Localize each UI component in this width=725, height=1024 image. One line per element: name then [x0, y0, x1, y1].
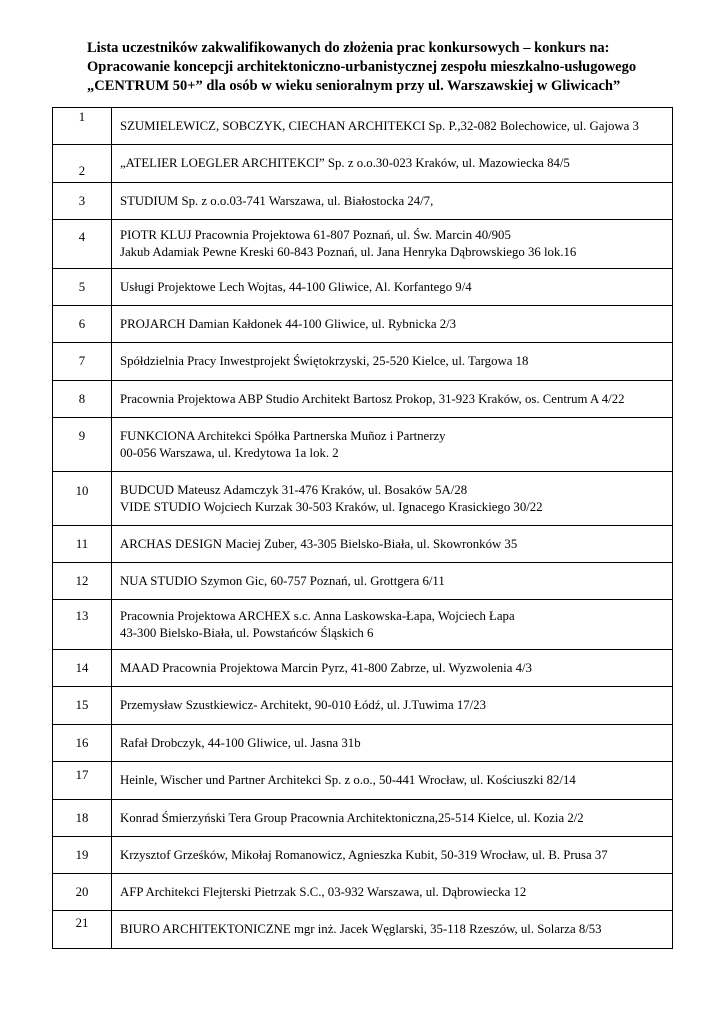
row-number [53, 762, 112, 800]
participant-details-line: VIDE STUDIO Wojciech Kurzak 30-503 Kraków, ul. Ignacego Krasickiego 30/22 [120, 499, 543, 514]
table-row [53, 800, 673, 837]
row-number-text: 16 [75, 735, 89, 750]
participant-details-line: PIOTR KLUJ Pracownia Projektowa 61-807 Poznań, ul. Św. Marcin 40/905 [120, 228, 511, 242]
table-row [53, 762, 673, 800]
participant-details [112, 650, 673, 687]
row-number [53, 874, 112, 911]
participant-details-line: „ATELIER LOEGLER ARCHITEKCI” Sp. z o.o.30-023 Kraków, ul. Mazowiecka 84/5 [120, 156, 570, 170]
row-number-text: 3 [78, 193, 86, 208]
participant-details [112, 563, 673, 600]
table-row [53, 563, 673, 600]
row-number-text: 9 [78, 429, 86, 443]
row-number [53, 418, 112, 472]
title-line-3: „CENTRUM 50+” dla osób w wieku senioralnym przy ul. Warszawskiej w Gliwicach” [87, 78, 621, 94]
row-number [53, 108, 112, 145]
participant-details [112, 837, 673, 874]
participant-details-line: ARCHAS DESIGN Maciej Zuber, 43-305 Bielsko-Biała, ul. Skowronków 35 [120, 536, 518, 551]
title-line-1: Lista uczestników zakwalifikowanych do złożenia prac konkursowych – konkurs na: [87, 40, 610, 56]
table-row [53, 650, 673, 687]
row-number [53, 837, 112, 874]
participant-details [112, 269, 673, 306]
table-row [53, 381, 673, 418]
title-line-2: Opracowanie koncepcji architektoniczno-urbanistycznej zespołu mieszkalno-usługowego [87, 59, 637, 75]
table-row [53, 220, 673, 269]
row-number-text: 19 [75, 847, 89, 862]
participant-details [112, 687, 673, 725]
row-number [53, 563, 112, 600]
participant-details-line: Heinle, Wischer und Partner Architekci Sp. z o.o., 50-441 Wrocław, ul. Kościuszki 82/14 [120, 773, 576, 787]
participant-details-line: Jakub Adamiak Pewne Kreski 60-843 Poznań, ul. Jana Henryka Dąbrowskiego 36 lok.16 [120, 245, 577, 259]
participants-table [52, 107, 673, 949]
participant-details [112, 911, 673, 949]
participant-details-line: STUDIUM Sp. z o.o.03-741 Warszawa, ul. Białostocka 24/7, [120, 193, 434, 208]
row-number-text: 11 [75, 536, 89, 551]
table-row [53, 874, 673, 911]
participant-details [112, 725, 673, 762]
table-row [53, 526, 673, 563]
row-number [53, 911, 112, 949]
participant-details-line: 43-300 Bielsko-Biała, ul. Powstańców Śląskich 6 [120, 625, 374, 640]
row-number-text: 2 [78, 164, 86, 178]
table-row [53, 600, 673, 650]
table-row [53, 343, 673, 381]
table-row [53, 418, 673, 472]
participant-details-line: NUA STUDIO Szymon Gic, 60-757 Poznań, ul. Grottgera 6/11 [120, 573, 445, 588]
row-number-text: 12 [75, 573, 89, 588]
participant-details-line: FUNKCIONA Architekci Spółka Partnerska Muñoz i Partnerzy [120, 428, 446, 443]
row-number-text: 10 [75, 484, 89, 498]
participant-details-line: Rafał Drobczyk, 44-100 Gliwice, ul. Jasna 31b [120, 735, 361, 750]
participant-details [112, 108, 673, 145]
row-number-text: 21 [75, 916, 89, 930]
table-row [53, 183, 673, 220]
row-number-text: 20 [75, 884, 89, 899]
participant-details [112, 183, 673, 220]
participant-details [112, 526, 673, 563]
row-number-text: 15 [75, 698, 89, 712]
row-number [53, 472, 112, 526]
participant-details-line: 00-056 Warszawa, ul. Kredytowa 1a lok. 2 [120, 445, 339, 460]
row-number [53, 725, 112, 762]
participant-details [112, 343, 673, 381]
row-number [53, 381, 112, 418]
participant-details-line: Spółdzielnia Pracy Inwestprojekt Świętokrzyski, 25-520 Kielce, ul. Targowa 18 [120, 354, 529, 368]
participant-details-line: Krzysztof Grześków, Mikołaj Romanowicz, Agnieszka Kubit, 50-319 Wrocław, ul. B. Prusa 37 [120, 847, 608, 862]
row-number-text: 14 [75, 660, 89, 675]
row-number [53, 687, 112, 725]
row-number [53, 650, 112, 687]
row-number-text: 6 [78, 316, 86, 331]
participant-details-line: Usługi Projektowe Lech Wojtas, 44-100 Gliwice, Al. Korfantego 9/4 [120, 279, 472, 294]
participant-details [112, 762, 673, 800]
participant-details-line: Pracownia Projektowa ABP Studio Architekt Bartosz Prokop, 31-923 Kraków, os. Centrum A 4/22 [120, 391, 625, 406]
row-number [53, 145, 112, 183]
participant-details [112, 600, 673, 650]
table-row [53, 687, 673, 725]
row-number-text: 13 [75, 609, 89, 623]
table-row [53, 472, 673, 526]
participant-details-line: Przemysław Szustkiewicz- Architekt, 90-010 Łódź, ul. J.Tuwima 17/23 [120, 698, 486, 712]
table-row [53, 837, 673, 874]
page-title [87, 39, 687, 96]
participant-details-line: PROJARCH Damian Kałdonek 44-100 Gliwice, ul. Rybnicka 2/3 [120, 316, 457, 331]
participant-details [112, 145, 673, 183]
participant-details-line: MAAD Pracownia Projektowa Marcin Pyrz, 41-800 Zabrze, ul. Wyzwolenia 4/3 [120, 660, 532, 675]
participant-details-line: BIURO ARCHITEKTONICZNE mgr inż. Jacek Węglarski, 35-118 Rzeszów, ul. Solarza 8/53 [120, 922, 602, 936]
row-number-text: 5 [78, 279, 86, 294]
participant-details [112, 418, 673, 472]
row-number [53, 269, 112, 306]
row-number-text: 18 [75, 810, 89, 825]
participant-details [112, 381, 673, 418]
table-row [53, 269, 673, 306]
row-number [53, 306, 112, 343]
row-number [53, 600, 112, 650]
row-number-text: 7 [78, 354, 86, 368]
row-number [53, 343, 112, 381]
participant-details-line: Konrad Śmierzyński Tera Group Pracownia Architektoniczna,25-514 Kielce, ul. Kozia 2/2 [120, 810, 584, 825]
table-row [53, 306, 673, 343]
participant-details [112, 472, 673, 526]
row-number-text: 8 [78, 391, 86, 406]
table-row [53, 911, 673, 949]
participant-details [112, 220, 673, 269]
table-row [53, 725, 673, 762]
row-number-text: 1 [78, 109, 86, 124]
participant-details-line: Pracownia Projektowa ARCHEX s.c. Anna Laskowska-Łapa, Wojciech Łapa [120, 608, 515, 623]
table-row [53, 145, 673, 183]
participant-details [112, 874, 673, 911]
table-row [53, 108, 673, 145]
participant-details-line: SZUMIELEWICZ, SOBCZYK, CIECHAN ARCHITEKCI Sp. P.,32-082 Bolechowice, ul. Gajowa 3 [120, 118, 639, 133]
participants-table-body [53, 108, 673, 949]
row-number-text: 4 [78, 229, 86, 244]
row-number [53, 183, 112, 220]
row-number [53, 800, 112, 837]
row-number-text: 17 [75, 768, 89, 782]
participant-details [112, 306, 673, 343]
row-number [53, 526, 112, 563]
row-number [53, 220, 112, 269]
participant-details-line: AFP Architekci Flejterski Pietrzak S.C., 03-932 Warszawa, ul. Dąbrowiecka 12 [120, 884, 527, 899]
participant-details [112, 800, 673, 837]
participant-details-line: BUDCUD Mateusz Adamczyk 31-476 Kraków, ul. Bosaków 5A/28 [120, 482, 468, 497]
